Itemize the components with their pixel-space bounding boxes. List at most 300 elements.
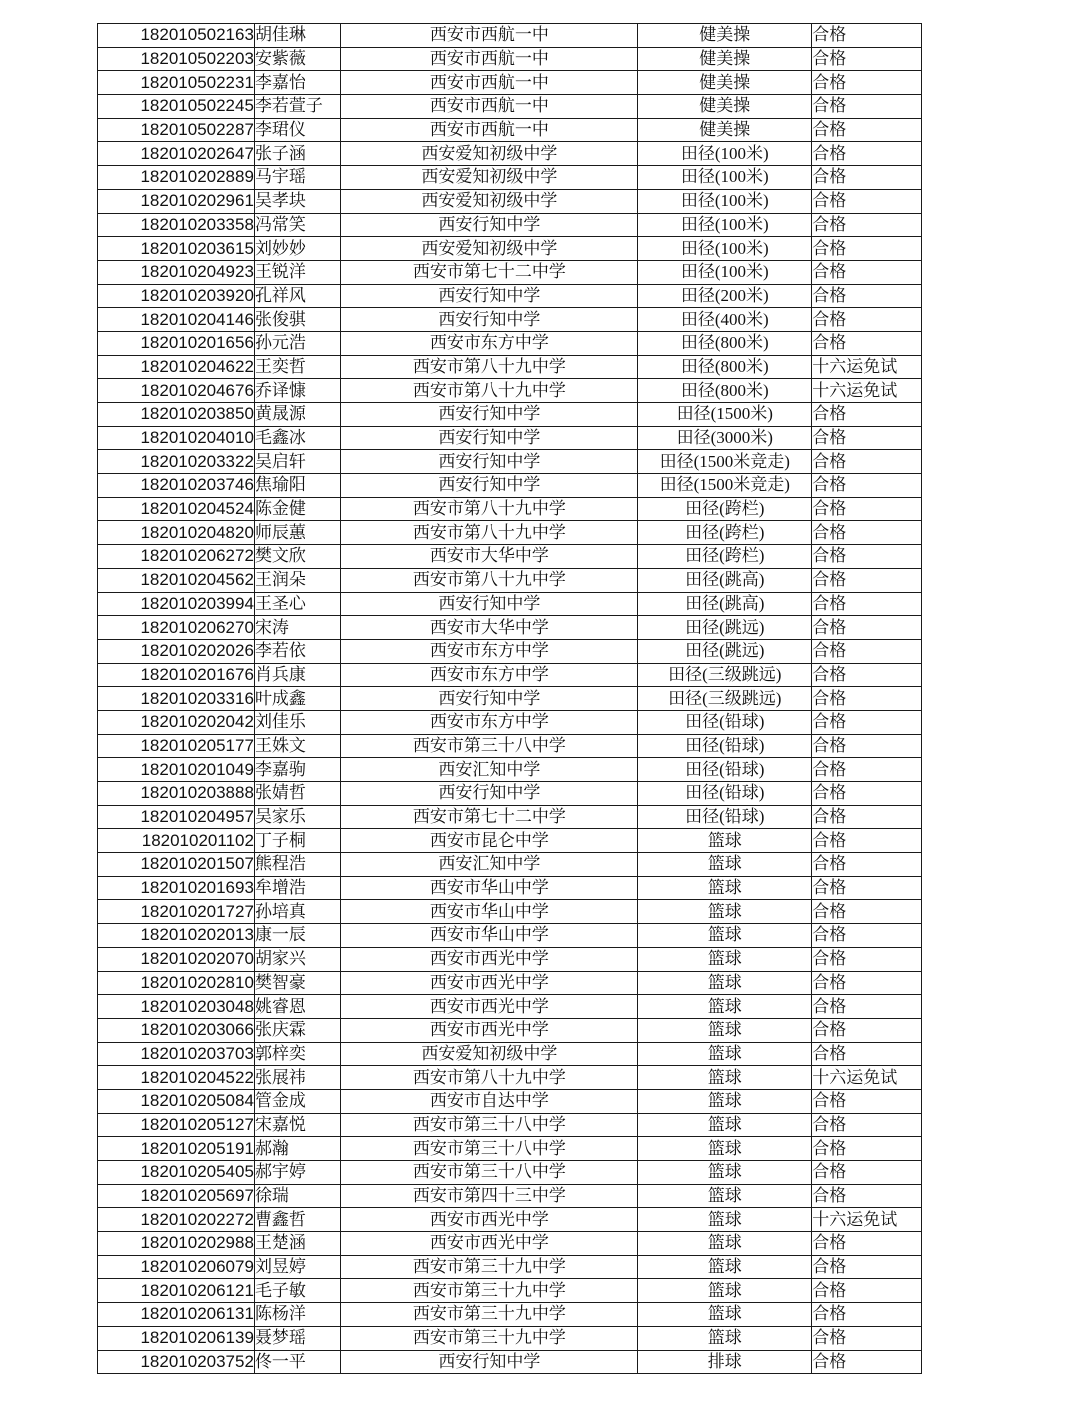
event-cell: 篮球 [638, 995, 812, 1019]
result-cell: 合格 [812, 1089, 922, 1113]
result-cell: 合格 [812, 1255, 922, 1279]
registration-number-cell: 182010203888 [98, 782, 255, 806]
event-cell: 篮球 [638, 853, 812, 877]
registration-number-cell: 182010201656 [98, 331, 255, 355]
table-row [98, 355, 922, 379]
student-name-cell: 刘妙妙 [254, 237, 341, 261]
event-cell: 田径(800米) [638, 355, 812, 379]
result-cell: 合格 [812, 308, 922, 332]
registration-number-cell: 182010202810 [98, 971, 255, 995]
table-row [98, 1303, 922, 1327]
student-name-cell: 吴家乐 [254, 805, 341, 829]
result-cell: 合格 [812, 260, 922, 284]
student-name-cell: 吴启轩 [254, 450, 341, 474]
registration-number-cell: 182010203703 [98, 1042, 255, 1066]
event-cell: 篮球 [638, 900, 812, 924]
registration-number-cell: 182010502231 [98, 71, 255, 95]
roster-sheet [97, 23, 922, 1374]
school-cell: 西安行知中学 [341, 284, 638, 308]
event-cell: 田径(跨栏) [638, 497, 812, 521]
school-cell: 西安市第三十八中学 [341, 1113, 638, 1137]
event-cell: 篮球 [638, 1018, 812, 1042]
student-name-cell: 王姝文 [254, 734, 341, 758]
registration-number-cell: 182010203752 [98, 1350, 255, 1374]
event-cell: 篮球 [638, 1208, 812, 1232]
school-cell: 西安行知中学 [341, 426, 638, 450]
student-name-cell: 李若萱子 [254, 95, 341, 119]
school-cell: 西安行知中学 [341, 450, 638, 474]
table-row [98, 260, 922, 284]
table-row [98, 1113, 922, 1137]
table-row [98, 118, 922, 142]
student-name-cell: 张俊骐 [254, 308, 341, 332]
student-name-cell: 冯常笑 [254, 213, 341, 237]
student-name-cell: 胡佳琳 [254, 24, 341, 48]
registration-number-cell: 182010502287 [98, 118, 255, 142]
event-cell: 田径(100米) [638, 166, 812, 190]
table-row [98, 758, 922, 782]
event-cell: 篮球 [638, 1089, 812, 1113]
table-row [98, 166, 922, 190]
result-cell: 合格 [812, 95, 922, 119]
roster-table [97, 23, 922, 1374]
student-name-cell: 宋嘉悦 [254, 1113, 341, 1137]
registration-number-cell: 182010203994 [98, 592, 255, 616]
student-name-cell: 张庆霖 [254, 1018, 341, 1042]
registration-number-cell: 182010202070 [98, 947, 255, 971]
school-cell: 西安市东方中学 [341, 663, 638, 687]
result-cell: 十六运免试 [812, 1066, 922, 1090]
student-name-cell: 张婧哲 [254, 782, 341, 806]
school-cell: 西安市西光中学 [341, 1208, 638, 1232]
registration-number-cell: 182010203316 [98, 687, 255, 711]
table-row [98, 995, 922, 1019]
event-cell: 田径(铅球) [638, 805, 812, 829]
result-cell: 合格 [812, 663, 922, 687]
result-cell: 合格 [812, 782, 922, 806]
event-cell: 田径(铅球) [638, 758, 812, 782]
student-name-cell: 马宇瑶 [254, 166, 341, 190]
table-row [98, 284, 922, 308]
registration-number-cell: 182010204524 [98, 497, 255, 521]
registration-number-cell: 182010201507 [98, 853, 255, 877]
registration-number-cell: 182010201676 [98, 663, 255, 687]
event-cell: 田径(100米) [638, 213, 812, 237]
table-row [98, 947, 922, 971]
table-row [98, 568, 922, 592]
event-cell: 田径(3000米) [638, 426, 812, 450]
registration-number-cell: 182010206272 [98, 545, 255, 569]
school-cell: 西安市华山中学 [341, 924, 638, 948]
registration-number-cell: 182010203066 [98, 1018, 255, 1042]
result-cell: 合格 [812, 450, 922, 474]
event-cell: 篮球 [638, 1326, 812, 1350]
student-name-cell: 王圣心 [254, 592, 341, 616]
student-name-cell: 王奕哲 [254, 355, 341, 379]
student-name-cell: 肖兵康 [254, 663, 341, 687]
result-cell: 合格 [812, 924, 922, 948]
result-cell: 合格 [812, 1232, 922, 1256]
school-cell: 西安市西航一中 [341, 47, 638, 71]
event-cell: 田径(三级跳远) [638, 687, 812, 711]
result-cell: 合格 [812, 829, 922, 853]
registration-number-cell: 182010203746 [98, 474, 255, 498]
result-cell: 合格 [812, 24, 922, 48]
event-cell: 田径(100米) [638, 142, 812, 166]
result-cell: 合格 [812, 284, 922, 308]
registration-number-cell: 182010204522 [98, 1066, 255, 1090]
table-row [98, 829, 922, 853]
registration-number-cell: 182010204820 [98, 521, 255, 545]
registration-number-cell: 182010206139 [98, 1326, 255, 1350]
school-cell: 西安爱知初级中学 [341, 237, 638, 261]
table-row [98, 379, 922, 403]
result-cell: 合格 [812, 805, 922, 829]
result-cell: 合格 [812, 639, 922, 663]
event-cell: 排球 [638, 1350, 812, 1374]
result-cell: 合格 [812, 1113, 922, 1137]
student-name-cell: 郝宇婷 [254, 1161, 341, 1185]
event-cell: 篮球 [638, 1232, 812, 1256]
event-cell: 田径(100米) [638, 260, 812, 284]
school-cell: 西安市西光中学 [341, 1232, 638, 1256]
result-cell: 合格 [812, 1018, 922, 1042]
registration-number-cell: 182010203358 [98, 213, 255, 237]
school-cell: 西安市第八十九中学 [341, 568, 638, 592]
student-name-cell: 安紫薇 [254, 47, 341, 71]
table-row [98, 237, 922, 261]
result-cell: 合格 [812, 947, 922, 971]
school-cell: 西安市西光中学 [341, 971, 638, 995]
table-row [98, 1089, 922, 1113]
student-name-cell: 樊文欣 [254, 545, 341, 569]
event-cell: 篮球 [638, 1066, 812, 1090]
student-name-cell: 郭梓奕 [254, 1042, 341, 1066]
registration-number-cell: 182010203615 [98, 237, 255, 261]
student-name-cell: 熊程浩 [254, 853, 341, 877]
table-row [98, 710, 922, 734]
event-cell: 田径(400米) [638, 308, 812, 332]
registration-number-cell: 182010502203 [98, 47, 255, 71]
event-cell: 篮球 [638, 924, 812, 948]
result-cell: 合格 [812, 734, 922, 758]
registration-number-cell: 182010202647 [98, 142, 255, 166]
student-name-cell: 吴孝块 [254, 189, 341, 213]
student-name-cell: 李珺仪 [254, 118, 341, 142]
registration-number-cell: 182010203920 [98, 284, 255, 308]
school-cell: 西安市第三十九中学 [341, 1303, 638, 1327]
school-cell: 西安市第八十九中学 [341, 355, 638, 379]
school-cell: 西安市东方中学 [341, 710, 638, 734]
student-name-cell: 李嘉驹 [254, 758, 341, 782]
result-cell: 合格 [812, 687, 922, 711]
school-cell: 西安市西光中学 [341, 1018, 638, 1042]
table-row [98, 876, 922, 900]
table-row [98, 1184, 922, 1208]
event-cell: 田径(跨栏) [638, 521, 812, 545]
event-cell: 田径(100米) [638, 189, 812, 213]
school-cell: 西安市第三十八中学 [341, 1137, 638, 1161]
table-row [98, 1208, 922, 1232]
school-cell: 西安行知中学 [341, 308, 638, 332]
registration-number-cell: 182010205084 [98, 1089, 255, 1113]
student-name-cell: 师辰蕙 [254, 521, 341, 545]
table-row [98, 853, 922, 877]
school-cell: 西安爱知初级中学 [341, 142, 638, 166]
school-cell: 西安市第三十九中学 [341, 1326, 638, 1350]
school-cell: 西安市华山中学 [341, 900, 638, 924]
table-row [98, 1326, 922, 1350]
school-cell: 西安市第三十八中学 [341, 1161, 638, 1185]
event-cell: 篮球 [638, 1255, 812, 1279]
school-cell: 西安行知中学 [341, 213, 638, 237]
event-cell: 篮球 [638, 1279, 812, 1303]
event-cell: 田径(800米) [638, 331, 812, 355]
table-row [98, 95, 922, 119]
result-cell: 合格 [812, 568, 922, 592]
student-name-cell: 孙培真 [254, 900, 341, 924]
student-name-cell: 张展祎 [254, 1066, 341, 1090]
student-name-cell: 黄晟源 [254, 403, 341, 427]
registration-number-cell: 182010202042 [98, 710, 255, 734]
registration-number-cell: 182010201102 [98, 829, 255, 853]
table-row [98, 687, 922, 711]
table-row [98, 805, 922, 829]
school-cell: 西安行知中学 [341, 1350, 638, 1374]
registration-number-cell: 182010201693 [98, 876, 255, 900]
school-cell: 西安市西光中学 [341, 995, 638, 1019]
school-cell: 西安爱知初级中学 [341, 1042, 638, 1066]
table-row [98, 1232, 922, 1256]
school-cell: 西安市西航一中 [341, 71, 638, 95]
school-cell: 西安汇知中学 [341, 853, 638, 877]
event-cell: 田径(200米) [638, 284, 812, 308]
event-cell: 健美操 [638, 118, 812, 142]
student-name-cell: 宋涛 [254, 616, 341, 640]
student-name-cell: 徐瑞 [254, 1184, 341, 1208]
registration-number-cell: 182010204562 [98, 568, 255, 592]
school-cell: 西安行知中学 [341, 474, 638, 498]
event-cell: 田径(1500米竞走) [638, 474, 812, 498]
event-cell: 健美操 [638, 24, 812, 48]
result-cell: 合格 [812, 1137, 922, 1161]
school-cell: 西安市第三十九中学 [341, 1255, 638, 1279]
student-name-cell: 管金成 [254, 1089, 341, 1113]
result-cell: 合格 [812, 995, 922, 1019]
table-row [98, 1279, 922, 1303]
registration-number-cell: 182010206079 [98, 1255, 255, 1279]
student-name-cell: 乔译慷 [254, 379, 341, 403]
registration-number-cell: 182010205177 [98, 734, 255, 758]
student-name-cell: 焦瑜阳 [254, 474, 341, 498]
registration-number-cell: 182010203850 [98, 403, 255, 427]
event-cell: 田径(1500米竞走) [638, 450, 812, 474]
table-row [98, 497, 922, 521]
result-cell: 合格 [812, 47, 922, 71]
registration-number-cell: 182010204010 [98, 426, 255, 450]
table-row [98, 47, 922, 71]
student-name-cell: 王锐洋 [254, 260, 341, 284]
school-cell: 西安市大华中学 [341, 545, 638, 569]
event-cell: 篮球 [638, 1042, 812, 1066]
result-cell: 合格 [812, 900, 922, 924]
registration-number-cell: 182010202013 [98, 924, 255, 948]
table-row [98, 71, 922, 95]
table-row [98, 663, 922, 687]
student-name-cell: 樊智豪 [254, 971, 341, 995]
event-cell: 田径(铅球) [638, 782, 812, 806]
student-name-cell: 刘佳乐 [254, 710, 341, 734]
table-row [98, 1350, 922, 1374]
registration-number-cell: 182010201049 [98, 758, 255, 782]
registration-number-cell: 182010206121 [98, 1279, 255, 1303]
result-cell: 合格 [812, 189, 922, 213]
table-row [98, 782, 922, 806]
student-name-cell: 牟增浩 [254, 876, 341, 900]
result-cell: 合格 [812, 592, 922, 616]
result-cell: 合格 [812, 426, 922, 450]
school-cell: 西安市西航一中 [341, 95, 638, 119]
table-row [98, 616, 922, 640]
school-cell: 西安市第七十二中学 [341, 805, 638, 829]
result-cell: 合格 [812, 521, 922, 545]
registration-number-cell: 182010203048 [98, 995, 255, 1019]
school-cell: 西安行知中学 [341, 592, 638, 616]
result-cell: 合格 [812, 1161, 922, 1185]
school-cell: 西安市第七十二中学 [341, 260, 638, 284]
result-cell: 合格 [812, 710, 922, 734]
result-cell: 合格 [812, 545, 922, 569]
table-row [98, 1255, 922, 1279]
event-cell: 篮球 [638, 829, 812, 853]
event-cell: 健美操 [638, 47, 812, 71]
result-cell: 合格 [812, 971, 922, 995]
event-cell: 田径(跳远) [638, 639, 812, 663]
student-name-cell: 毛鑫冰 [254, 426, 341, 450]
table-row [98, 24, 922, 48]
school-cell: 西安市第八十九中学 [341, 1066, 638, 1090]
event-cell: 篮球 [638, 1161, 812, 1185]
event-cell: 田径(铅球) [638, 734, 812, 758]
registration-number-cell: 182010204957 [98, 805, 255, 829]
student-name-cell: 王润朵 [254, 568, 341, 592]
school-cell: 西安汇知中学 [341, 758, 638, 782]
roster-body [98, 24, 922, 1374]
school-cell: 西安市自达中学 [341, 1089, 638, 1113]
registration-number-cell: 182010202026 [98, 639, 255, 663]
table-row [98, 189, 922, 213]
student-name-cell: 郝瀚 [254, 1137, 341, 1161]
result-cell: 合格 [812, 1303, 922, 1327]
student-name-cell: 毛子敏 [254, 1279, 341, 1303]
registration-number-cell: 182010203322 [98, 450, 255, 474]
student-name-cell: 叶成鑫 [254, 687, 341, 711]
event-cell: 篮球 [638, 876, 812, 900]
table-row [98, 545, 922, 569]
student-name-cell: 康一辰 [254, 924, 341, 948]
result-cell: 合格 [812, 876, 922, 900]
table-row [98, 1018, 922, 1042]
table-row [98, 521, 922, 545]
result-cell: 合格 [812, 71, 922, 95]
student-name-cell: 张子涵 [254, 142, 341, 166]
school-cell: 西安市第三十九中学 [341, 1279, 638, 1303]
school-cell: 西安市大华中学 [341, 616, 638, 640]
registration-number-cell: 182010205127 [98, 1113, 255, 1137]
registration-number-cell: 182010502245 [98, 95, 255, 119]
student-name-cell: 丁子桐 [254, 829, 341, 853]
result-cell: 合格 [812, 237, 922, 261]
table-row [98, 308, 922, 332]
registration-number-cell: 182010204146 [98, 308, 255, 332]
school-cell: 西安行知中学 [341, 782, 638, 806]
school-cell: 西安市昆仑中学 [341, 829, 638, 853]
event-cell: 篮球 [638, 971, 812, 995]
event-cell: 田径(跳高) [638, 568, 812, 592]
table-row [98, 971, 922, 995]
registration-number-cell: 182010204622 [98, 355, 255, 379]
student-name-cell: 胡家兴 [254, 947, 341, 971]
result-cell: 合格 [812, 616, 922, 640]
school-cell: 西安市华山中学 [341, 876, 638, 900]
student-name-cell: 刘昱婷 [254, 1255, 341, 1279]
event-cell: 健美操 [638, 95, 812, 119]
school-cell: 西安爱知初级中学 [341, 189, 638, 213]
table-row [98, 474, 922, 498]
event-cell: 田径(100米) [638, 237, 812, 261]
registration-number-cell: 182010206270 [98, 616, 255, 640]
result-cell: 合格 [812, 1326, 922, 1350]
registration-number-cell: 182010205697 [98, 1184, 255, 1208]
school-cell: 西安市第八十九中学 [341, 497, 638, 521]
result-cell: 合格 [812, 403, 922, 427]
student-name-cell: 李若依 [254, 639, 341, 663]
school-cell: 西安市第八十九中学 [341, 379, 638, 403]
table-row [98, 1042, 922, 1066]
school-cell: 西安市西航一中 [341, 24, 638, 48]
table-row [98, 924, 922, 948]
registration-number-cell: 182010204676 [98, 379, 255, 403]
event-cell: 田径(铅球) [638, 710, 812, 734]
result-cell: 十六运免试 [812, 355, 922, 379]
registration-number-cell: 182010201727 [98, 900, 255, 924]
result-cell: 合格 [812, 497, 922, 521]
event-cell: 篮球 [638, 1137, 812, 1161]
registration-number-cell: 182010202889 [98, 166, 255, 190]
result-cell: 合格 [812, 1042, 922, 1066]
student-name-cell: 李嘉怡 [254, 71, 341, 95]
school-cell: 西安爱知初级中学 [341, 166, 638, 190]
student-name-cell: 孔祥风 [254, 284, 341, 308]
result-cell: 合格 [812, 1184, 922, 1208]
school-cell: 西安市第八十九中学 [341, 521, 638, 545]
table-row [98, 900, 922, 924]
table-row [98, 734, 922, 758]
school-cell: 西安市第三十八中学 [341, 734, 638, 758]
table-row [98, 450, 922, 474]
event-cell: 田径(800米) [638, 379, 812, 403]
result-cell: 合格 [812, 213, 922, 237]
registration-number-cell: 182010204923 [98, 260, 255, 284]
student-name-cell: 曹鑫哲 [254, 1208, 341, 1232]
registration-number-cell: 182010205191 [98, 1137, 255, 1161]
registration-number-cell: 182010202961 [98, 189, 255, 213]
registration-number-cell: 182010206131 [98, 1303, 255, 1327]
table-row [98, 213, 922, 237]
table-row [98, 142, 922, 166]
school-cell: 西安市东方中学 [341, 331, 638, 355]
result-cell: 十六运免试 [812, 1208, 922, 1232]
